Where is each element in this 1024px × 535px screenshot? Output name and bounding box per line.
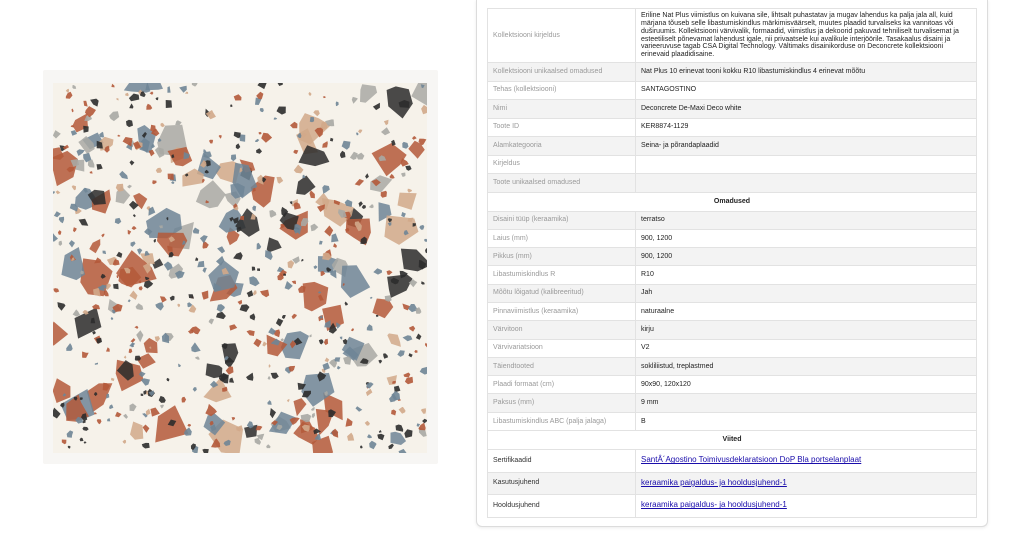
spec-key: Paksus (mm)	[488, 394, 636, 412]
spec-key: Pinnaviimistlus (keraamika)	[488, 302, 636, 320]
spec-row	[488, 357, 977, 375]
spec-value: 900, 1200	[636, 248, 977, 266]
spec-value: 9 mm	[636, 394, 977, 412]
spec-value: 90x90, 120x120	[636, 376, 977, 394]
spec-value: Seina- ja põrandaplaadid	[636, 137, 977, 156]
spec-key: Kollektsiooni unikaalsed omadused	[488, 63, 636, 82]
spec-row	[488, 339, 977, 357]
spec-row	[488, 472, 977, 495]
spec-row	[488, 100, 977, 119]
spec-key: Tehas (kollektsiooni)	[488, 81, 636, 100]
spec-value: naturaalne	[636, 302, 977, 320]
spec-key: Nimi	[488, 100, 636, 119]
spec-value: kirju	[636, 321, 977, 339]
spec-row	[488, 9, 977, 63]
spec-row	[488, 266, 977, 284]
spec-key: Libastumiskindlus R	[488, 266, 636, 284]
spec-key: Kollektsiooni kirjeldus	[488, 9, 636, 63]
spec-value: V2	[636, 339, 977, 357]
spec-row	[488, 248, 977, 266]
spec-key: Libastumiskindlus ABC (palja jalaga)	[488, 412, 636, 430]
spec-value: Eriline Nat Plus viimistlus on kuivana sile, lihtsalt puhastatav ja mugav lahendus ka paljа jala all, kuid märjana tõuseb selle libastumiskindlus märkimisväärselt, muutes plaadid turvaliseks ka vannitoas või duširuumis. Kollektsiooni värvivalik, formaadid, viimistlus ja dekoorid pakuvad tehniliselt turvalisemat ja esteetiliselt põnevamat lahendust igale, nii privaatsele kui avalikule interjöörile. Tasakaalus disaini ja varieeruvuse tagab CSA Digital Technology. Vältimaks disainikorduse on Deconcrete kollektsiooni erinevaid plaadidisaine.	[636, 9, 977, 63]
spec-key: Värvitoon	[488, 321, 636, 339]
spec-table	[487, 8, 977, 518]
spec-key: Mõõtu lõigatud (kalibreeritud)	[488, 284, 636, 302]
product-spec-card	[476, 0, 988, 527]
spec-key: Täiendtooted	[488, 357, 636, 375]
spec-row	[488, 412, 977, 430]
section-heading: Viited	[488, 431, 977, 450]
document-link[interactable]: keraamika paigaldus- ja hooldusjuhend-1	[641, 500, 787, 510]
spec-row	[488, 137, 977, 156]
spec-row	[488, 63, 977, 82]
spec-key: Toote unikaalsed omadused	[488, 174, 636, 193]
spec-value	[636, 155, 977, 174]
spec-value: B	[636, 412, 977, 430]
section-heading: Omadused	[488, 192, 977, 211]
document-link-cell	[636, 450, 977, 473]
spec-value: R10	[636, 266, 977, 284]
spec-value: 900, 1200	[636, 229, 977, 247]
spec-row	[488, 81, 977, 100]
spec-key: Alamkategooria	[488, 137, 636, 156]
document-link-cell	[636, 495, 977, 518]
spec-value: Deconcrete De-Maxi Deco white	[636, 100, 977, 119]
spec-key: Hooldusjuhend	[488, 495, 636, 518]
spec-value: terratso	[636, 211, 977, 229]
spec-row	[488, 155, 977, 174]
spec-value: SANTAGOSTINO	[636, 81, 977, 100]
spec-value: sokliliistud, treplastmed	[636, 357, 977, 375]
spec-row	[488, 284, 977, 302]
spec-key: Värvivariatsioon	[488, 339, 636, 357]
spec-key: Pikkus (mm)	[488, 248, 636, 266]
spec-row	[488, 495, 977, 518]
spec-key: Laius (mm)	[488, 229, 636, 247]
spec-key: Kirjeldus	[488, 155, 636, 174]
spec-value: Jah	[636, 284, 977, 302]
spec-row	[488, 118, 977, 137]
spec-row	[488, 376, 977, 394]
spec-row	[488, 321, 977, 339]
document-link[interactable]: keraamika paigaldus- ja hooldusjuhend-1	[641, 477, 787, 487]
spec-value: KER8874-1129	[636, 118, 977, 137]
spec-key: Kasutusjuhend	[488, 472, 636, 495]
section-properties	[488, 192, 977, 211]
spec-key: Toote ID	[488, 118, 636, 137]
spec-row	[488, 450, 977, 473]
spec-value	[636, 174, 977, 193]
spec-row	[488, 211, 977, 229]
spec-row	[488, 302, 977, 320]
spec-row	[488, 229, 977, 247]
section-references	[488, 431, 977, 450]
spec-row	[488, 174, 977, 193]
document-link-cell	[636, 472, 977, 495]
product-image-panel	[43, 70, 438, 464]
terrazzo-tile-image[interactable]	[53, 83, 427, 453]
document-link[interactable]: SantÂ´Agostino Toimivusdeklaratsioon DoP Bla portselanplaat	[641, 455, 862, 465]
spec-key: Sertifikaadid	[488, 450, 636, 473]
spec-value: Nat Plus 10 erinevat tooni kokku R10 libastumiskindlus 4 erinevat mõõtu	[636, 63, 977, 82]
spec-key: Disaini tüüp (keraamika)	[488, 211, 636, 229]
spec-row	[488, 394, 977, 412]
spec-key: Plaadi formaat (cm)	[488, 376, 636, 394]
